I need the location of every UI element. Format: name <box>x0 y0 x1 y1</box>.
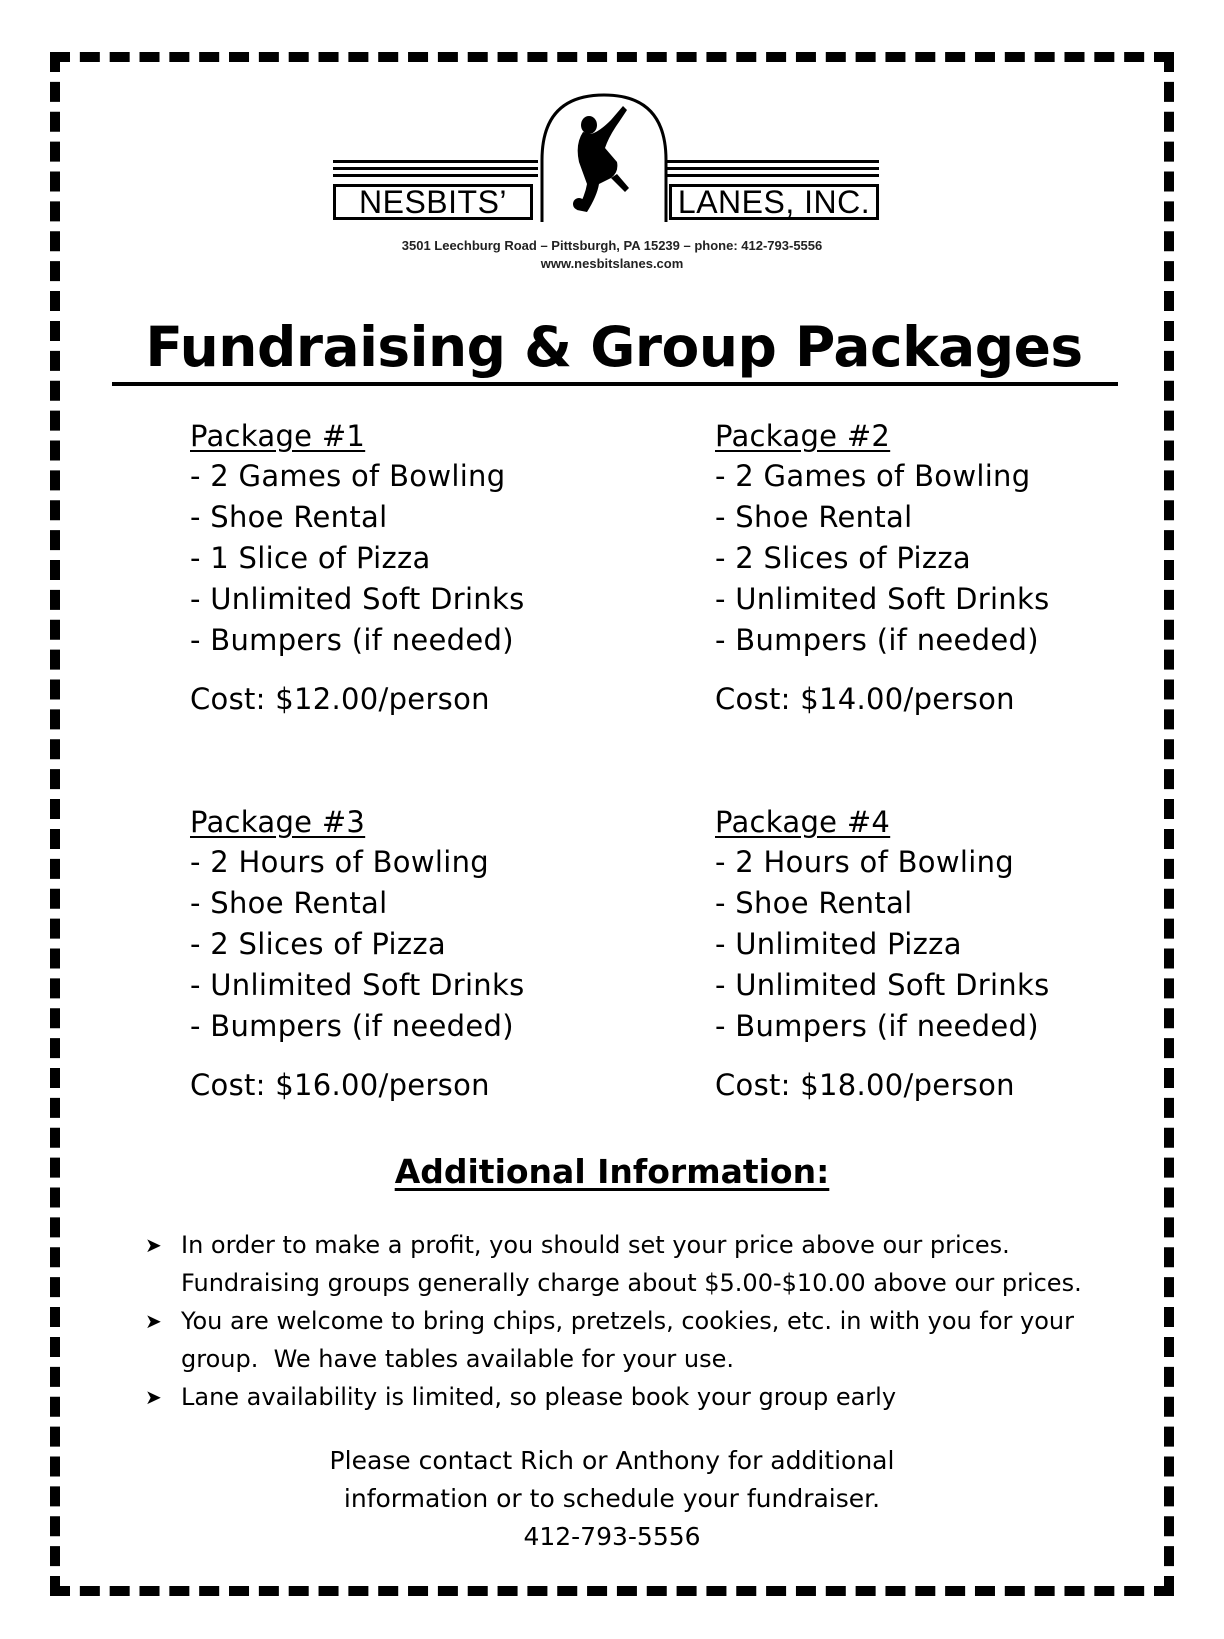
list-item <box>145 1378 1105 1416</box>
package-item: - 2 Hours of Bowling <box>715 845 1014 879</box>
logo-stripe <box>667 167 879 170</box>
package-item: - Unlimited Soft Drinks <box>190 582 525 616</box>
package-heading: Package #2 <box>715 419 891 453</box>
address-block <box>0 237 1224 273</box>
package-item: - Shoe Rental <box>190 886 388 920</box>
contact-phone[interactable]: 412-793-5556 <box>523 1522 701 1551</box>
arrow-bullet-icon: ➤ <box>145 1233 162 1257</box>
package-item: - 2 Slices of Pizza <box>715 541 971 575</box>
package-cost: Cost: $12.00/person <box>190 682 490 716</box>
package-heading: Package #4 <box>715 805 891 839</box>
list-item-text: Lane availability is limited, so please book your group early <box>181 1383 897 1411</box>
arrow-bullet-icon: ➤ <box>145 1309 162 1333</box>
package-item: - 2 Games of Bowling <box>190 459 506 493</box>
package-2 <box>715 416 1135 719</box>
list-item-text: In order to make a profit, you should set your price above our prices. <box>181 1231 1010 1259</box>
contact-block <box>0 1442 1224 1556</box>
package-heading: Package #1 <box>190 419 366 453</box>
package-4 <box>715 802 1135 1105</box>
package-item: - Bumpers (if needed) <box>190 623 514 657</box>
package-cost: Cost: $16.00/person <box>190 1068 490 1102</box>
package-item: - Unlimited Pizza <box>715 927 962 961</box>
contact-line: Please contact Rich or Anthony for additional <box>329 1446 895 1475</box>
package-item: - Shoe Rental <box>190 500 388 534</box>
logo-right-word: LANES, INC. <box>669 184 879 220</box>
package-1 <box>190 416 610 719</box>
package-item: - Unlimited Soft Drinks <box>190 968 525 1002</box>
additional-info-list <box>145 1226 1105 1416</box>
bowler-arch-icon <box>539 92 669 222</box>
package-item: - Bumpers (if needed) <box>715 623 1039 657</box>
nesbits-lanes-logo <box>333 92 879 230</box>
package-item: - 2 Slices of Pizza <box>190 927 446 961</box>
package-item: - Shoe Rental <box>715 500 913 534</box>
package-item: - Shoe Rental <box>715 886 913 920</box>
logo-left-word: NESBITS’ <box>333 184 533 220</box>
list-item <box>145 1302 1105 1378</box>
package-cost: Cost: $14.00/person <box>715 682 1015 716</box>
title-underline <box>112 382 1118 386</box>
logo-stripe <box>333 174 538 177</box>
logo-stripe <box>333 167 538 170</box>
list-item-text: group. We have tables available for your use. <box>181 1345 735 1373</box>
package-item: - Unlimited Soft Drinks <box>715 582 1050 616</box>
logo-stripe <box>667 174 879 177</box>
package-item: - Bumpers (if needed) <box>190 1009 514 1043</box>
package-item: - 2 Hours of Bowling <box>190 845 489 879</box>
package-heading: Package #3 <box>190 805 366 839</box>
logo-stripe <box>333 160 538 163</box>
contact-line: information or to schedule your fundraiser. <box>343 1484 881 1513</box>
package-item: - 1 Slice of Pizza <box>190 541 431 575</box>
arrow-bullet-icon: ➤ <box>145 1385 162 1409</box>
package-item: - Unlimited Soft Drinks <box>715 968 1050 1002</box>
package-cost: Cost: $18.00/person <box>715 1068 1015 1102</box>
list-item-text: You are welcome to bring chips, pretzels, cookies, etc. in with you for your <box>181 1307 1074 1335</box>
page-title: Fundraising & Group Packages <box>145 315 1083 379</box>
website-link[interactable]: www.nesbitslanes.com <box>540 256 684 271</box>
package-item: - Bumpers (if needed) <box>715 1009 1039 1043</box>
logo-stripe <box>667 160 879 163</box>
package-item: - 2 Games of Bowling <box>715 459 1031 493</box>
list-item <box>145 1226 1105 1302</box>
package-3 <box>190 802 610 1105</box>
address-line: 3501 Leechburg Road – Pittsburgh, PA 15239 – phone: 412-793-5556 <box>401 238 823 253</box>
list-item-text: Fundraising groups generally charge about $5.00-$10.00 above our prices. <box>181 1269 1082 1297</box>
additional-info-heading: Additional Information: <box>394 1152 830 1191</box>
